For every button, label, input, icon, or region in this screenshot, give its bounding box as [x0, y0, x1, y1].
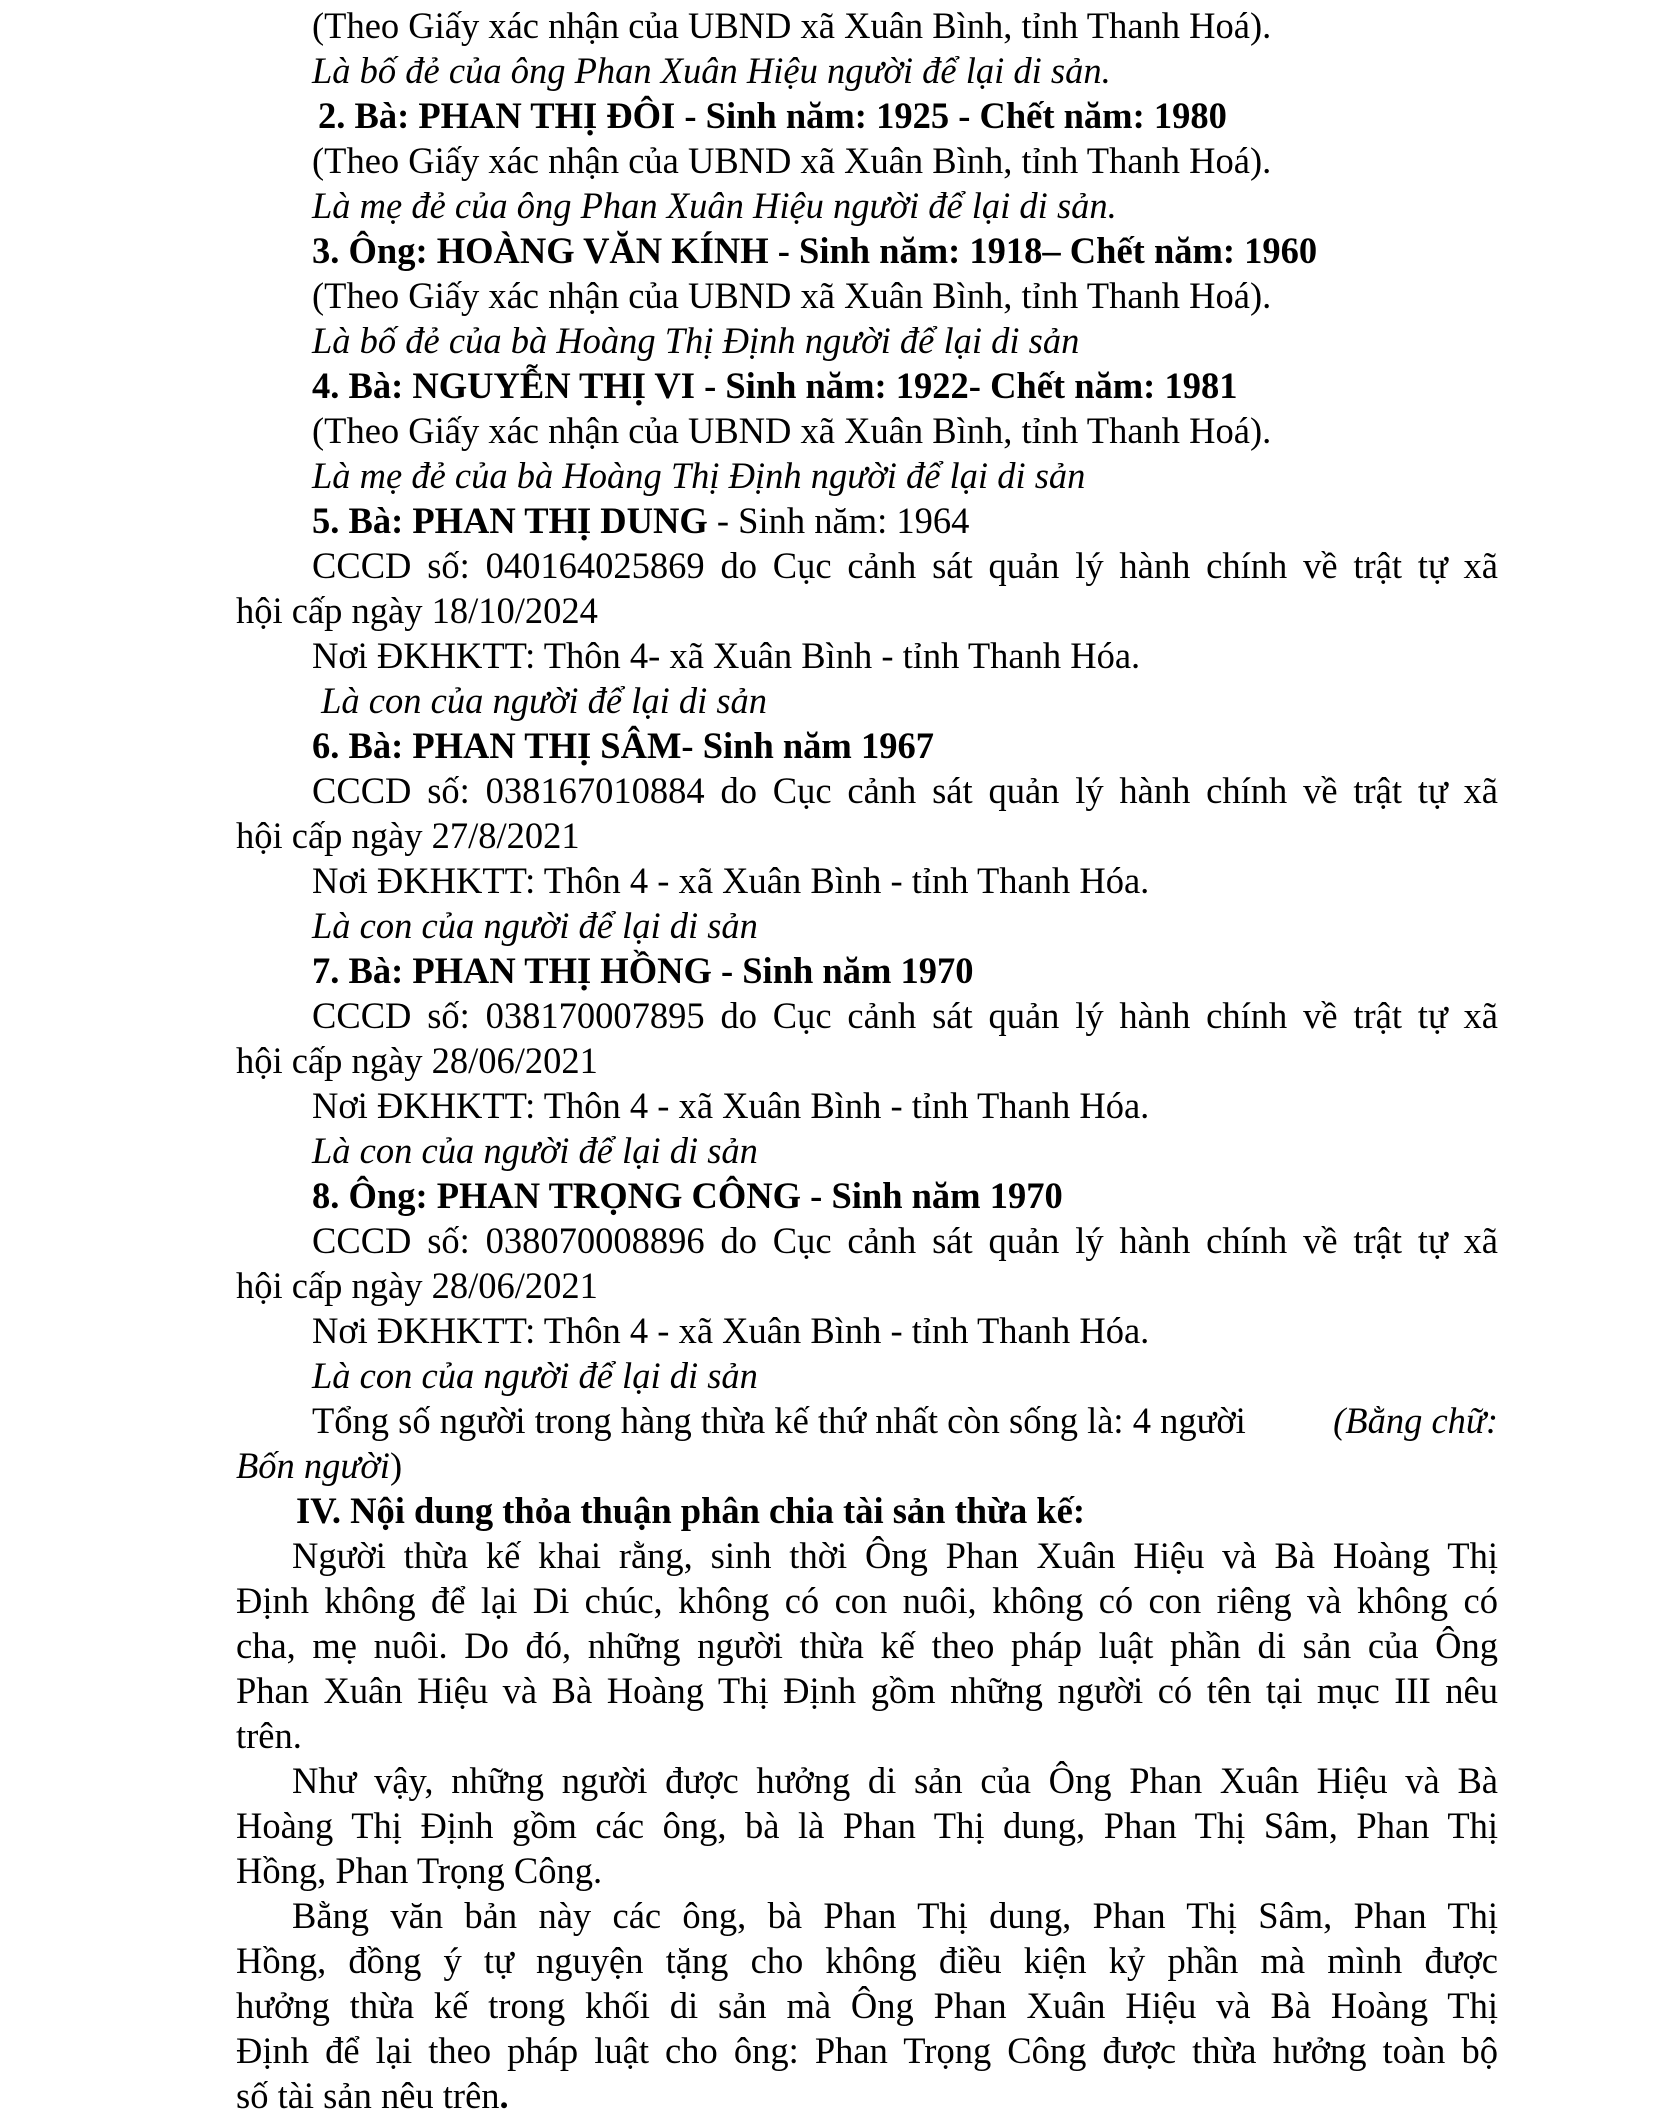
paragraph-line: Bằng văn bản này các ông, bà Phan Thị dung, Phan Thị Sâm, Phan Thị — [292, 1895, 1498, 1936]
paragraph-line: Định để lại theo pháp luật cho ông: Phan Trọng Công được thừa hưởng toàn bộ — [236, 2030, 1498, 2071]
paragraph-line: Phan Xuân Hiệu và Bà Hoàng Thị Định gồm những người có tên tại mục III nêu — [236, 1670, 1498, 1711]
paragraph-line: Hồng, đồng ý tự nguyện tặng cho không điều kiện kỷ phần mà mình được — [236, 1940, 1498, 1981]
text-line: Là con của người để lại di sản — [312, 905, 758, 946]
heading-line — [312, 500, 970, 541]
text-line: hội cấp ngày 27/8/2021 — [236, 815, 580, 856]
summary-words: Bốn người — [236, 1445, 390, 1486]
heading-line: 7. Bà: PHAN THỊ HỒNG - Sinh năm 1970 — [312, 950, 974, 991]
summary-text: Tổng số người trong hàng thừa kế thứ nhất còn sống là: 4 người — [312, 1400, 1246, 1441]
paragraph-line: trên. — [236, 1715, 302, 1756]
heading-birth: - Sinh năm: 1964 — [707, 500, 970, 541]
final-period: . — [499, 2075, 509, 2116]
text-line: Nơi ĐKHKTT: Thôn 4- xã Xuân Bình - tỉnh Thanh Hóa. — [312, 635, 1141, 676]
final-text: số tài sản nêu trên — [236, 2075, 500, 2116]
paragraph-line: hưởng thừa kế trong khối di sản mà Ông Phan Xuân Hiệu và Bà Hoàng Thị — [236, 1985, 1498, 2026]
text-line: hội cấp ngày 28/06/2021 — [236, 1265, 598, 1306]
summary-words-label: (Bằng chữ: — [1333, 1400, 1498, 1441]
paragraph-line: Như vậy, những người được hưởng di sản của Ông Phan Xuân Hiệu và Bà — [292, 1760, 1498, 1801]
text-line: Là bố đẻ của ông Phan Xuân Hiệu người để lại di sản. — [312, 50, 1111, 91]
heading-line: 4. Bà: NGUYỄN THỊ VI - Sinh năm: 1922- Chết năm: 1981 — [312, 365, 1238, 406]
text-line: (Theo Giấy xác nhận của UBND xã Xuân Bình, tỉnh Thanh Hoá). — [312, 410, 1272, 451]
text-line — [236, 1445, 403, 1486]
text-line: (Theo Giấy xác nhận của UBND xã Xuân Bình, tỉnh Thanh Hoá). — [312, 275, 1272, 316]
text-line: Là con của người để lại di sản — [312, 1130, 758, 1171]
heading-line: 8. Ông: PHAN TRỌNG CÔNG - Sinh năm 1970 — [312, 1175, 1063, 1216]
text-line: CCCD số: 038167010884 do Cục cảnh sát quản lý hành chính về trật tự xã — [312, 770, 1498, 811]
paragraph-line: Người thừa kế khai rằng, sinh thời Ông Phan Xuân Hiệu và Bà Hoàng Thị — [292, 1535, 1498, 1576]
text-line: Là con của người để lại di sản — [312, 680, 768, 721]
paragraph-line — [236, 2075, 509, 2116]
heading-line: 6. Bà: PHAN THỊ SÂM- Sinh năm 1967 — [312, 725, 934, 766]
heading-line: 3. Ông: HOÀNG VĂN KÍNH - Sinh năm: 1918– Chết năm: 1960 — [312, 230, 1318, 271]
text-line: CCCD số: 038070008896 do Cục cảnh sát quản lý hành chính về trật tự xã — [312, 1220, 1498, 1261]
text-line: Là con của người để lại di sản — [312, 1355, 758, 1396]
text-line: Nơi ĐKHKTT: Thôn 4 - xã Xuân Bình - tỉnh Thanh Hóa. — [312, 1085, 1150, 1126]
text-line: CCCD số: 040164025869 do Cục cảnh sát quản lý hành chính về trật tự xã — [312, 545, 1498, 586]
text-line: Nơi ĐKHKTT: Thôn 4 - xã Xuân Bình - tỉnh Thanh Hóa. — [312, 1310, 1150, 1351]
section-heading: IV. Nội dung thỏa thuận phân chia tài sản thừa kế: — [296, 1490, 1085, 1531]
text-line: CCCD số: 038170007895 do Cục cảnh sát quản lý hành chính về trật tự xã — [312, 995, 1498, 1036]
paragraph-line: Định không để lại Di chúc, không có con nuôi, không có con riêng và không có — [236, 1580, 1498, 1621]
text-line: hội cấp ngày 18/10/2024 — [236, 590, 598, 631]
text-line: hội cấp ngày 28/06/2021 — [236, 1040, 598, 1081]
summary-close: ) — [389, 1445, 403, 1486]
heading-name: 5. Bà: PHAN THỊ DUNG — [312, 500, 708, 541]
paragraph-line: cha, mẹ nuôi. Do đó, những người thừa kế theo pháp luật phần di sản của Ông — [236, 1625, 1498, 1666]
paragraph-line: Hồng, Phan Trọng Công. — [236, 1850, 603, 1891]
text-line — [312, 1400, 1498, 1441]
text-line: (Theo Giấy xác nhận của UBND xã Xuân Bình, tỉnh Thanh Hoá). — [312, 140, 1272, 181]
text-line: Nơi ĐKHKTT: Thôn 4 - xã Xuân Bình - tỉnh Thanh Hóa. — [312, 860, 1150, 901]
text-line: (Theo Giấy xác nhận của UBND xã Xuân Bình, tỉnh Thanh Hoá). — [312, 5, 1272, 46]
text-line: Là mẹ đẻ của ông Phan Xuân Hiệu người để lại di sản. — [312, 185, 1117, 226]
text-line: Là bố đẻ của bà Hoàng Thị Định người để lại di sản — [312, 320, 1080, 361]
text-line: Là mẹ đẻ của bà Hoàng Thị Định người để lại di sản — [312, 455, 1086, 496]
paragraph-line: Hoàng Thị Định gồm các ông, bà là Phan Thị dung, Phan Thị Sâm, Phan Thị — [236, 1805, 1498, 1846]
heading-line: 2. Bà: PHAN THỊ ĐÔI - Sinh năm: 1925 - Chết năm: 1980 — [318, 95, 1227, 136]
